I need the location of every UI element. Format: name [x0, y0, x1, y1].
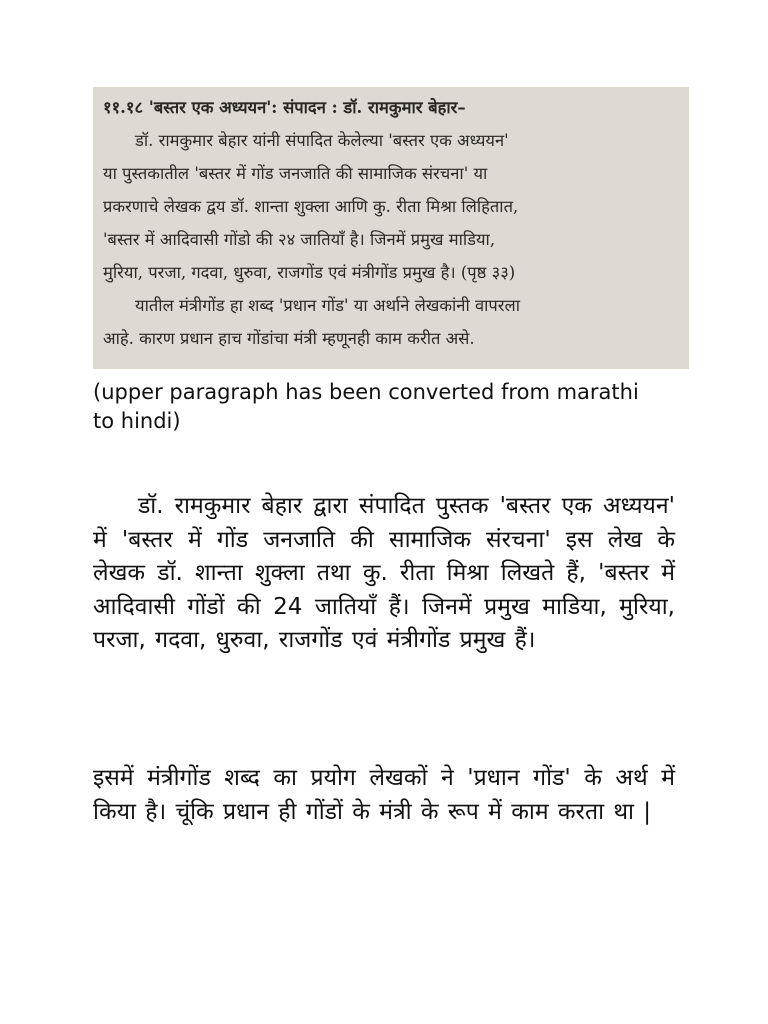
scan-line: मुरिया, परजा, गदवा, धुरुवा, राजगोंड एवं मंत्रीगोंड प्रमुख है। (पृष्ठ ३३) — [103, 263, 516, 282]
scan-line: या पुस्तकातील 'बस्तर में गोंड जनजाति की सामाजिक संरचना' या — [103, 164, 488, 183]
scan-line: प्रकरणाचे लेखक द्वय डॉ. शान्ता शुक्ला आणि कु. रीता मिश्रा लिहितात, — [103, 197, 519, 216]
conversion-caption: (upper paragraph has been converted from marathi to hindi) — [93, 380, 639, 433]
body-paragraph-2: इसमें मंत्रीगोंड शब्द का प्रयोग लेखकों ने 'प्रधान गोंड' के अर्थ में किया है। चूंकि प्रधान ही गोंडों के मंत्री के रूप में काम करता था | — [93, 765, 675, 825]
scan-line: यातील मंत्रीगोंड हा शब्द 'प्रधान गोंड' या अर्थाने लेखकांनी वापरला — [135, 296, 521, 315]
scan-line: डॉ. रामकुमार बेहार यांनी संपादित केलेल्या 'बस्तर एक अध्ययन' — [135, 131, 509, 150]
scan-line: 'बस्तर में आदिवासी गोंडो की २४ जातियाँ है। जिनमें प्रमुख माडिया, — [103, 230, 496, 249]
scan-heading: ११.१८ 'बस्तर एक अध्ययन': संपादन : डॉ. रामकुमार बेहार– — [103, 98, 466, 117]
scan-line: आहे. कारण प्रधान हाच गोंडांचा मंत्री म्हणूनही काम करीत असे. — [103, 329, 475, 348]
scanned-book-excerpt — [93, 87, 689, 369]
body-paragraph-1: डॉ. रामकुमार बेहार द्वारा संपादित पुस्तक 'बस्तर एक अध्ययन' में 'बस्तर में गोंड जनजाति की सामाजिक संरचना' इस लेख के लेखक डॉ. शान्ता शुक्ला तथा कु. रीता मिश्रा लिखते हैं, 'बस्तर में आदिवासी गोंडों की 24 जातियाँ हैं। जिनमें प्रमुख माडिया, मुरिया, परजा, गदवा, धुरुवा, राजगोंड एवं मंत्रीगोंड प्रमुख हैं। — [93, 493, 675, 653]
